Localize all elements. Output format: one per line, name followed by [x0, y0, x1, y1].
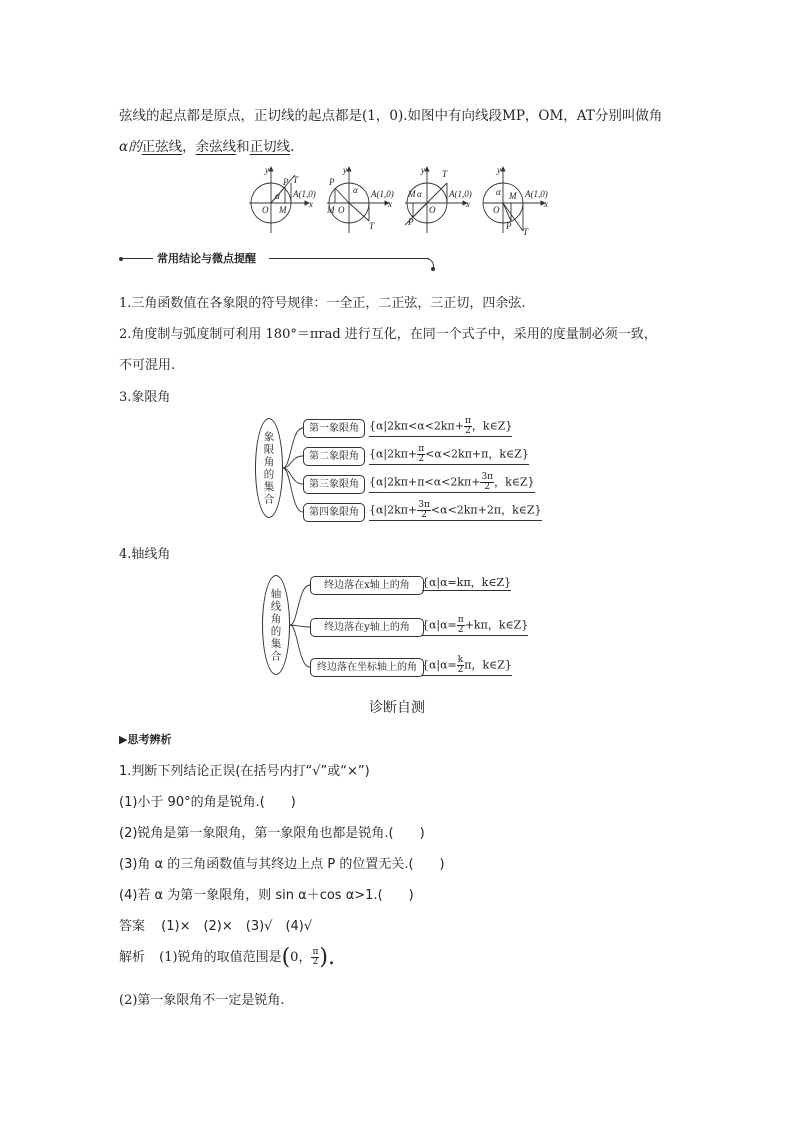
set-suffix: ，k∈Z}: [471, 419, 513, 433]
axis-brace: [288, 567, 312, 682]
axis-label-box: 终边落在y轴上的角: [310, 618, 424, 637]
quadrant-brace: [281, 410, 305, 525]
quadrant-label-box: 第一象限角: [303, 419, 365, 438]
alpha-label: α: [353, 185, 358, 195]
a-label: A(1,0): [449, 189, 472, 199]
t-label: T: [442, 169, 448, 179]
alpha-label: α: [496, 187, 501, 197]
axis-set-expression: [422, 574, 511, 591]
circle-diagram-2: [327, 167, 389, 233]
p-label: P: [283, 177, 289, 187]
axis-label-box: 终边落在坐标轴上的角: [310, 658, 424, 677]
alpha-label: α: [417, 189, 422, 199]
fraction-numerator: π: [312, 947, 319, 957]
answer-line: [119, 915, 312, 934]
header-dot-right: [431, 267, 435, 271]
quadrant-diagram: [255, 410, 545, 525]
o-label: O: [429, 205, 436, 215]
zero-text: 0，: [290, 950, 312, 965]
conclusion-2b: 不可混用.: [119, 358, 176, 373]
m-label: M: [279, 205, 287, 215]
quadrant-set-expression: [369, 501, 542, 521]
period: .: [290, 139, 295, 155]
o-label: O: [493, 205, 500, 215]
set-fraction: [464, 417, 472, 436]
m-label: M: [327, 205, 335, 215]
intro-line-1: 弦线的起点都是原点，正切线的起点都是(1，0).如图中有向线段MP，OM，AT分别叫做角: [119, 108, 663, 124]
analysis-label: 解析: [119, 950, 146, 965]
fraction-numerator: π: [457, 615, 464, 625]
quadrant-set-expression: [369, 417, 512, 437]
cosine-line-term: 余弦线: [195, 139, 237, 155]
set-prefix: {α|α=: [422, 618, 457, 632]
set-prefix: {α|2kπ+π<α<2kπ+: [369, 475, 481, 489]
fraction-denominator: 2: [484, 482, 491, 492]
t-label: T: [523, 227, 529, 237]
x-label: x: [466, 199, 470, 209]
m-label: M: [509, 191, 517, 201]
y-label: y: [421, 165, 425, 175]
set-fraction: [457, 616, 465, 635]
axis-diagram: [262, 567, 552, 682]
set-suffix: +kπ，k∈Z}: [464, 618, 529, 632]
set-prefix: {α|2kπ+: [369, 503, 418, 517]
alpha-label: α: [275, 191, 280, 201]
o-label: O: [262, 205, 269, 215]
set-prefix: {α|2kπ<α<2kπ+: [369, 419, 464, 433]
sine-line-term: 正弦线: [141, 139, 183, 155]
set-prefix: {α|α=: [422, 658, 457, 672]
analysis-line-2: (2)第一象限角不一定是锐角.: [119, 993, 285, 1008]
question-1-item-1: (1)小于 90°的角是锐角.( ): [119, 795, 296, 810]
answer-text: (1)× (2)× (3)√ (4)√: [161, 919, 313, 934]
fraction-denominator: 2: [418, 454, 425, 464]
conclusion-1: 1.三角函数值在各象限的符号规律：一全正，二正弦，三正切，四余弦.: [119, 296, 526, 311]
p-label: P: [506, 221, 512, 231]
intro-line-2: [119, 135, 294, 155]
alpha-text: α的: [119, 139, 142, 155]
tangent-line-term: 正切线: [249, 139, 291, 155]
quadrant-label-box: 第四象限角: [303, 503, 365, 522]
header-rule-right: [269, 258, 429, 259]
fraction-numerator: 3π: [481, 472, 494, 482]
axis-set-expression: [422, 656, 512, 676]
x-label: x: [309, 199, 313, 209]
p-label: P: [329, 177, 335, 187]
set-prefix: {α|2kπ+: [369, 447, 418, 461]
x-label: x: [388, 199, 392, 209]
set-suffix: π，k∈Z}: [464, 658, 512, 672]
set-suffix: ，k∈Z}: [494, 475, 535, 489]
section-header-title: 常用结论与微点提醒: [157, 252, 256, 265]
axis-label-box: 终边落在x轴上的角: [310, 576, 424, 595]
fraction-denominator: 2: [465, 426, 471, 436]
axis-set-expression: [422, 616, 528, 636]
section-header: [119, 250, 439, 272]
and-text: 和: [236, 139, 250, 155]
quadrant-label-box: 第二象限角: [303, 447, 365, 466]
o-label: O: [338, 205, 345, 215]
circle-diagram-3: [405, 167, 467, 233]
y-label: y: [343, 165, 347, 175]
a-label: A(1,0): [371, 189, 394, 199]
conclusion-4: 4.轴线角: [119, 547, 171, 562]
fraction-denominator: 2: [457, 665, 464, 675]
paren-close: ).: [319, 945, 335, 970]
question-1-item-2: (2)锐角是第一象限角，第一象限角也都是锐角.( ): [119, 826, 425, 841]
set-suffix: <α<2kπ+2π，k∈Z}: [430, 503, 542, 517]
axis-oval: 轴线角的集合: [262, 575, 290, 675]
conclusion-3: 3.象限角: [119, 390, 171, 405]
quadrant-set-expression: [369, 445, 529, 465]
set-fraction: [417, 501, 431, 520]
quadrant-label-box: 第三象限角: [303, 475, 365, 494]
x-label: x: [544, 199, 548, 209]
paren-open: (: [281, 945, 291, 970]
t-label: T: [293, 175, 299, 185]
quadrant-set-expression: [369, 473, 535, 493]
header-rule-left: [123, 258, 153, 259]
fraction-numerator: k: [457, 655, 464, 665]
y-label: y: [265, 165, 269, 175]
set-suffix: <α<2kπ+π，k∈Z}: [425, 447, 529, 461]
fraction-numerator: 3π: [418, 500, 430, 510]
fraction-denominator: 2: [421, 510, 427, 520]
a-label: A(1,0): [293, 189, 316, 199]
question-1-item-4: (4)若 α 为第一象限角，则 sin α＋cos α>1.( ): [119, 888, 414, 903]
analysis-line-1: [119, 945, 335, 970]
p-label: P: [408, 217, 414, 227]
conclusion-2a: 2.角度制与弧度制可利用 180°＝πrad 进行互化，在同一个式子中，采用的度量制必须一致，: [119, 327, 657, 342]
question-1-item-3: (3)角 α 的三角函数值与其终边上点 P 的位置无关.( ): [119, 857, 445, 872]
answer-label: 答案: [119, 919, 146, 934]
fraction-numerator: π: [418, 444, 425, 454]
think-label: ▶思考辨析: [119, 733, 172, 746]
set-fraction: [417, 445, 425, 464]
diagnosis-title: 诊断自测: [369, 700, 425, 716]
fraction-denominator: 2: [312, 957, 319, 967]
set-fraction: [480, 473, 494, 492]
unit-circle-diagrams: [245, 163, 555, 238]
y-label: y: [497, 165, 501, 175]
comma: ，: [182, 139, 196, 155]
fraction-numerator: π: [465, 416, 471, 426]
set-prefix: {α|α=kπ，k∈Z}: [422, 576, 512, 589]
m-label: M: [408, 189, 416, 199]
fraction-denominator: 2: [457, 625, 464, 635]
t-label: T: [369, 221, 375, 231]
analysis-1-text: (1)锐角的取值范围是: [159, 950, 282, 965]
a-label: A(1,0): [525, 189, 548, 199]
quadrant-oval: 象限角的集合: [255, 418, 283, 518]
question-1-stem: 1.判断下列结论正误(在括号内打“√”或“×”): [119, 764, 370, 779]
